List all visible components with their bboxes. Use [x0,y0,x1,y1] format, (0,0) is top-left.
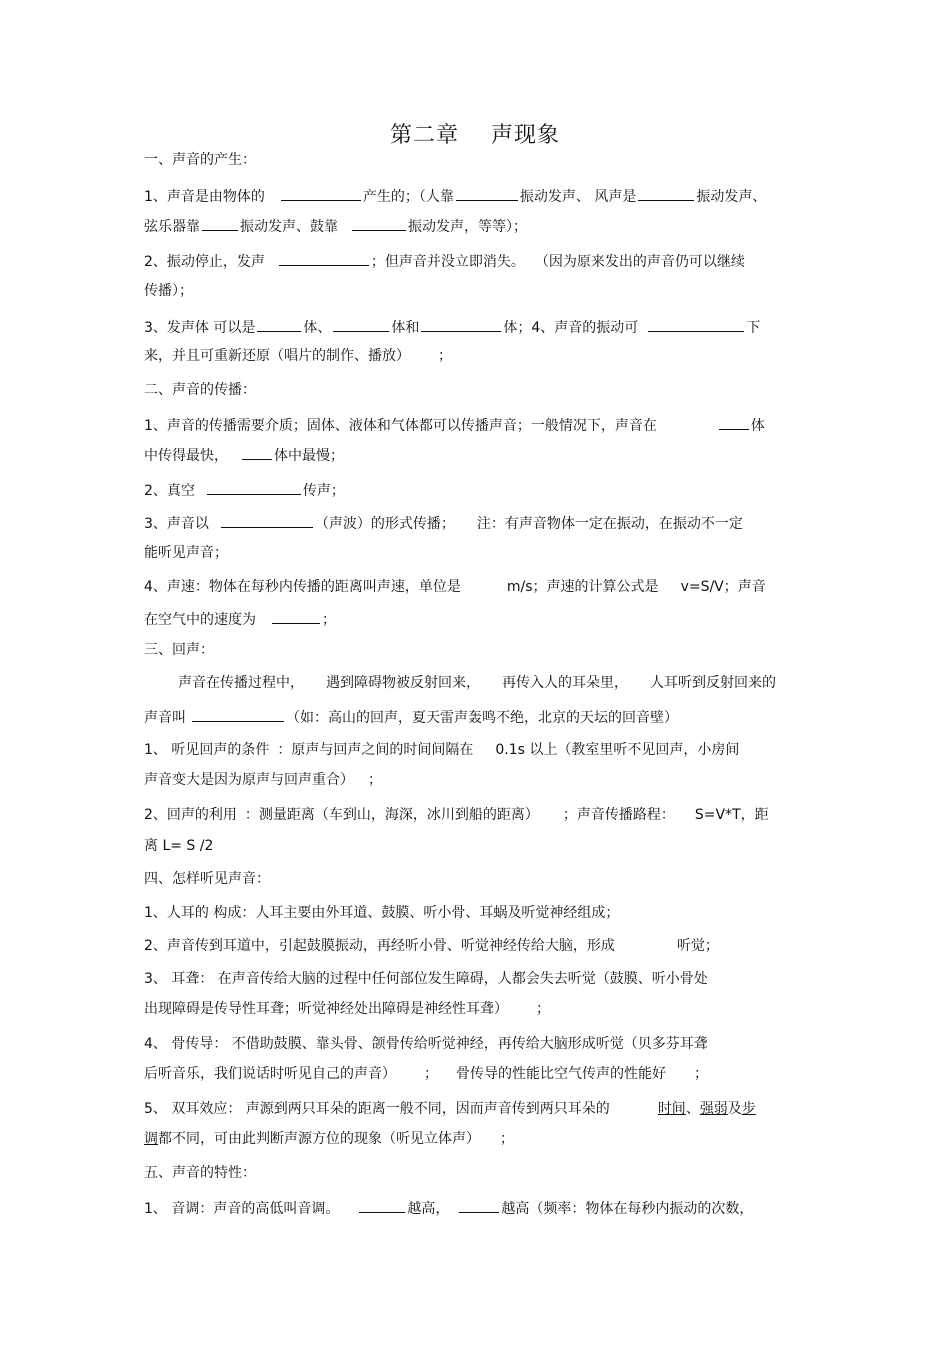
text-segment: 遇到障碍物被反射回来， [326,675,480,691]
text-segment: 强弱 [699,1101,728,1117]
text-segment: 4、声速：物体在每秒内传播的距离叫声速，单位是 [144,579,461,595]
text-segment: 4、 骨传导： 不借助鼓膜、靠头骨、颌骨传给听觉神经，再传给大脑形成听觉（贝多芬耳聋 [144,1036,708,1052]
text-segment: 听觉； [676,938,719,954]
fill-blank [638,185,694,201]
text-segment: 四、怎样听见声音： [144,871,270,887]
text-segment: 1、 音调：声音的高低叫音调。 [144,1201,340,1217]
text-segment: 后听音乐，我们说话时听见自己的声音） [144,1066,396,1082]
text-segment: （如：高山的回声，夏天雷声轰鸣不绝，北京的天坛的回音壁） [286,710,678,726]
text-segment: 振动发声、 风声是 [519,189,637,205]
section-heading [144,869,814,889]
text-segment: 1、人耳的 构成：人耳主要由外耳道、鼓膜、听小骨、耳蜗及听觉神经组成； [144,905,620,921]
text-segment: ； [500,1131,514,1147]
text-line [144,740,814,760]
fill-blank [207,479,301,495]
text-segment: 体、 [303,320,332,336]
text-segment: 体中最慢； [274,448,344,464]
text-line [144,444,814,466]
fill-blank [459,1197,499,1213]
section-heading [144,150,814,170]
text-segment: 时间 [657,1101,686,1117]
text-segment: 再传入人的耳朵里， [502,675,628,691]
text-line [144,512,814,534]
text-line [144,1197,814,1219]
fill-blank [359,1197,405,1213]
text-segment: 体；4、声音的振动可 [503,320,639,336]
text-segment: ；声音传播路程： [562,807,675,823]
text-line [144,479,814,501]
text-segment: 步 [741,1101,756,1117]
text-line [144,215,814,237]
text-segment: 越高（频率：物体在每秒内振动的次数， [501,1201,754,1217]
text-segment: 振动发声，等等）； [408,219,527,235]
section-heading [144,1163,814,1183]
text-segment: （因为原来发出的声音仍可以继续 [534,254,745,270]
text-segment: v=S/V；声音 [680,579,766,595]
text-line [144,577,814,597]
fill-blank [333,316,389,332]
text-segment: 2、回声的利用 [144,807,237,823]
text-segment: S=V*T，距 [694,807,769,823]
chapter-label: 第二章 [389,123,459,148]
text-segment: 体 [750,418,765,434]
text-segment: ； [536,1001,550,1017]
text-segment: 1、声音的传播需要介质；固体、液体和气体都可以传播声音；一般情况下，声音在 [144,418,657,434]
text-segment: 弦乐器靠 [144,219,200,235]
text-segment: 产生的；（人靠 [362,189,454,205]
text-line [144,770,814,790]
text-segment: ：原声与回声之间的时间间隔在 [277,742,474,758]
text-line [144,936,814,956]
text-segment: 1、声音是由物体的 [144,189,265,205]
text-line [144,316,814,338]
text-line [144,673,848,693]
fill-blank [272,608,320,624]
text-line [144,969,814,989]
text-line [144,1064,814,1084]
fill-blank [242,444,272,460]
text-line [144,185,814,207]
text-segment: 出现障碍是传导性耳聋；听觉神经处出障碍是神经性耳聋） [144,1001,508,1017]
fill-blank [192,706,284,722]
text-segment: 一、声音的产生： [144,152,256,168]
text-segment: 5、 双耳效应： 声源到两只耳朵的距离一般不同，因而声音传到两只耳朵的 [144,1101,610,1117]
text-segment: 0.1s 以上（教室里听不见回声，小房间 [495,742,740,758]
text-segment: 传声； [302,483,345,499]
text-line [144,805,814,825]
text-segment: ；但声音并没立即消失。 [370,254,525,270]
text-segment: （声波）的形式传播； [314,516,455,532]
text-segment: 声音叫 [144,710,186,726]
text-segment: m/s；声速的计算公式是 [506,579,659,595]
text-segment: 骨传导的性能比空气传声的性能好 [456,1066,666,1082]
text-segment: 来，并且可重新还原（唱片的制作、播放） [144,348,410,364]
text-segment: ； [694,1066,708,1082]
text-line [144,346,814,366]
fill-blank [352,215,406,231]
text-line [144,281,814,301]
text-segment: 体和 [391,320,420,336]
text-segment: ； [322,612,336,628]
chapter-topic: 声现象 [491,123,561,148]
text-segment: 在空气中的速度为 [144,612,256,628]
text-segment: 二、声音的传播： [144,382,256,398]
text-segment: ； [368,772,382,788]
text-segment: ； [424,1066,438,1082]
text-line [144,903,814,923]
text-segment: 、 [685,1101,700,1117]
fill-blank [279,250,369,266]
text-segment: 传播）； [144,283,193,299]
text-segment: 及 [727,1101,742,1117]
text-segment: ； [438,348,452,364]
text-segment: 三、回声： [144,642,214,658]
text-line [144,608,814,630]
text-line [144,250,814,272]
text-segment: 声音变大是因为原声与回声重合） [144,772,354,788]
text-segment: 2、声音传到耳道中，引起鼓膜振动，再经听小骨、听觉神经传给大脑，形成 [144,938,615,954]
text-segment: 都不同，可由此判断声源方位的现象（听见立体声） [158,1131,480,1147]
fill-blank [257,316,301,332]
text-segment: 人耳听到反射回来的 [650,675,776,691]
text-segment: 3、发声体 可以是 [144,320,256,336]
fill-blank [281,185,361,201]
text-segment: 2、振动停止，发声 [144,254,265,270]
text-segment: 注：有声音物体一定在振动，在振动不一定 [476,516,743,532]
text-segment: 离 L= S /2 [144,838,214,854]
text-segment: 下 [746,320,761,336]
text-line [144,1129,814,1149]
fill-blank [456,185,518,201]
text-line [144,836,814,856]
fill-blank [421,316,501,332]
text-line [144,1099,814,1119]
text-segment: 1、 听见回声的条件 [144,742,270,758]
text-segment: 越高， [407,1201,450,1217]
text-segment: 振动发声、鼓靠 [240,219,338,235]
text-segment: 能听见声音； [144,545,228,561]
text-segment: 声音在传播过程中， [178,675,304,691]
text-line [144,706,814,728]
text-segment: 中传得最快， [144,448,228,464]
fill-blank [719,414,749,430]
text-line [144,1034,814,1054]
text-segment: 2、真空 [144,483,195,499]
text-segment: 调 [144,1131,158,1147]
page-title [0,118,950,149]
section-heading [144,380,814,400]
section-heading [144,640,814,660]
text-line [144,543,814,563]
text-segment: ：测量距离（车到山，海深，冰川到船的距离） [244,807,539,823]
text-segment: 振动发声、 [696,189,767,205]
text-segment: 3、声音以 [144,516,209,532]
fill-blank [221,512,313,528]
text-segment: 3、 耳聋： 在声音传给大脑的过程中任何部位发生障碍，人都会失去听觉（鼓膜、听小骨处 [144,971,708,987]
text-line [144,999,814,1019]
text-segment: 五、声音的特性： [144,1165,256,1181]
fill-blank [648,316,744,332]
fill-blank [202,215,238,231]
text-line [144,414,814,436]
